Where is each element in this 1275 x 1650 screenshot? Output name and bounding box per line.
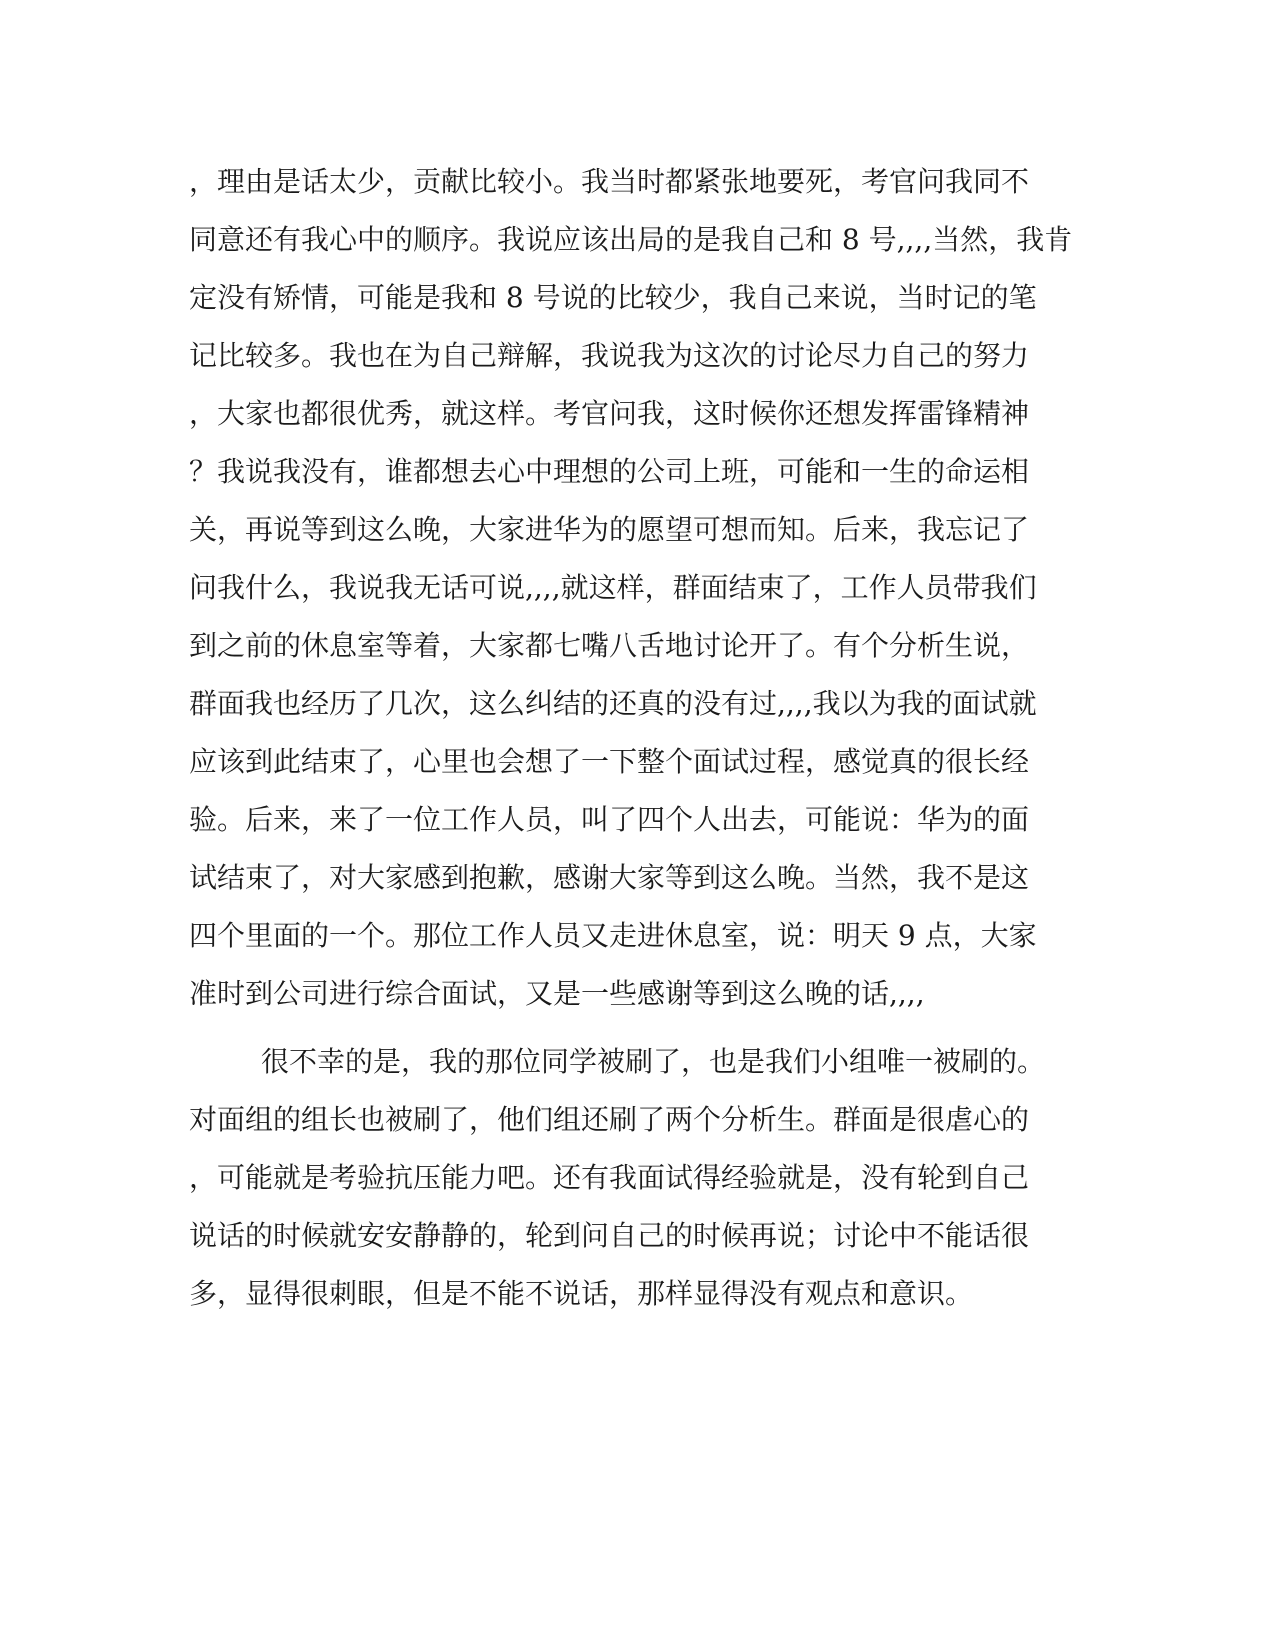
paragraph-line: 对面组的组长也被刷了，他们组还刷了两个分析生。群面是很虐心的 — [189, 1103, 1030, 1136]
paragraph-line: 验。后来，来了一位工作人员，叫了四个人出去，可能说：华为的面 — [189, 803, 1030, 836]
paragraph-line: 多，显得很刺眼，但是不能不说话，那样显得没有观点和意识。 — [189, 1277, 974, 1310]
paragraph-line: 到之前的休息室等着，大家都七嘴八舌地讨论开了。有个分析生说， — [189, 629, 1030, 662]
paragraph-line: ？我说我没有，谁都想去心中理想的公司上班，可能和一生的命运相 — [189, 455, 1030, 488]
paragraph-line: 准时到公司进行综合面试，又是一些感谢等到这么晚的话,,,, — [189, 977, 925, 1010]
paragraph-line: 四个里面的一个。那位工作人员又走进休息室，说：明天 9 点，大家 — [189, 919, 1037, 952]
paragraph-line: 定没有矫情，可能是我和 8 号说的比较少，我自己来说，当时记的笔 — [189, 281, 1037, 314]
paragraph-line: 说话的时候就安安静静的，轮到问自己的时候再说；讨论中不能话很 — [189, 1219, 1030, 1252]
paragraph-line: 群面我也经历了几次，这么纠结的还真的没有过,,,,我以为我的面试就 — [189, 687, 1037, 720]
paragraph-line: 记比较多。我也在为自己辩解，我说我为这次的讨论尽力自己的努力 — [189, 339, 1030, 372]
paragraph-line: 应该到此结束了，心里也会想了一下整个面试过程，感觉真的很长经 — [189, 745, 1030, 778]
paragraph-line: 很不幸的是，我的那位同学被刷了，也是我们小组唯一被刷的。 — [261, 1045, 1046, 1078]
paragraph-line: ，理由是话太少，贡献比较小。我当时都紧张地要死，考官问我同不 — [189, 165, 1030, 198]
paragraph-line: 试结束了，对大家感到抱歉，感谢大家等到这么晚。当然，我不是这 — [189, 861, 1030, 894]
paragraph-line: ，可能就是考验抗压能力吧。还有我面试得经验就是，没有轮到自己 — [189, 1161, 1030, 1194]
paragraph-line: ，大家也都很优秀，就这样。考官问我，这时候你还想发挥雷锋精神 — [189, 397, 1030, 430]
paragraph-line: 问我什么，我说我无话可说,,,,就这样，群面结束了，工作人员带我们 — [189, 571, 1037, 604]
paragraph-line: 关，再说等到这么晚，大家进华为的愿望可想而知。后来，我忘记了 — [189, 513, 1030, 546]
paragraph-line: 同意还有我心中的顺序。我说应该出局的是我自己和 8 号,,,,当然，我肯 — [189, 223, 1073, 256]
